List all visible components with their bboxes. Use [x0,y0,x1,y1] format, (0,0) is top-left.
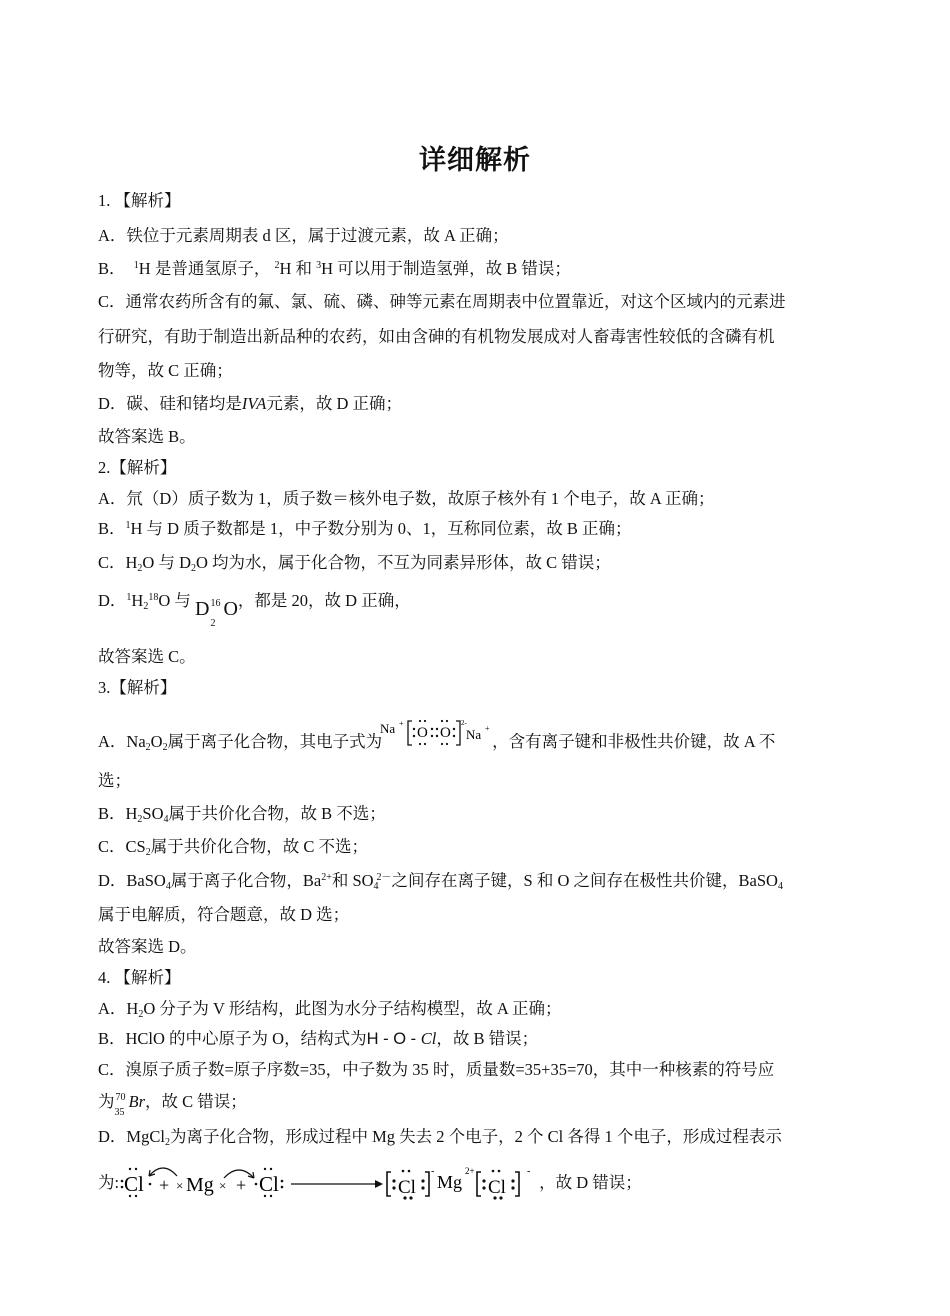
q3-heading: 3.【解析】 [98,678,177,697]
q4-option-c-line1: C．溴原子质子数=原子序数=35，中子数为 35 时，质量数=35+35=70，其中一种核素的符号应 [98,1060,775,1079]
hclo-structural-formula: H - O - Cl [366,1029,437,1048]
q3-option-a: A．$Na_2O_2$属于离子化合物，其电子式为 Na + O O 2- Na + ，含有离子键和非极性共价键，故 A 不 [98,719,776,753]
q2-option-d: D．$^1H_2^{18}O$ 与 D 16 2 O，都是 20，故 D 正确， [98,591,411,629]
svg-text:+: + [159,1175,170,1195]
lewis-na-right: Na [466,727,482,742]
svg-text:×: × [176,1178,184,1193]
group-label: IVA [241,394,267,413]
q3-option-b: B．$H_2SO_4$属于共价化合物，故 B 不选； [98,804,386,825]
q4-option-a: A．$H_2O$ 分子为 V 形结构，此图为水分子结构模型，故 A 正确； [98,999,562,1020]
q1-option-c-line2: 行研究，有助于制造出新品种的农药，如由含砷的有机物发展成对人畜毒害性较低的含磷有机 [98,327,775,346]
q3-option-a-tail: 选； [98,771,131,790]
q1-heading: 1. 【解析】 [98,191,181,210]
q1-option-b: B． $^1$H 是普通氢原子， $^2$H 和 $^3$H 可以用于制造氢弹，故 B 错误； [98,259,571,278]
q2-option-a: A．氘（D）质子数为 1，质子数＝核外电子数，故原子核外有 1 个电子，故 A 正确； [98,489,715,508]
svg-text:Cl: Cl [398,1177,417,1198]
mg-atom: Mg [186,1174,214,1196]
q4-option-d: D．MgCl$_2$为离子化合物，形成过程中 Mg 失去 2 个电子，2 个 Cl 各得 1 个电子，形成过程表示 [98,1127,782,1148]
svg-text:+: + [399,719,404,728]
svg-text:Cl: Cl [488,1177,507,1198]
cl-left: Cl [124,1172,144,1196]
q1-option-d: D．碳、硅和锗均是IVA元素，故 D 正确； [98,394,403,413]
svg-text:-: - [527,1166,531,1177]
mg-ion: Mg [437,1172,463,1192]
q1-answer: 故答案选 B。 [98,427,196,446]
q4-heading: 4. 【解析】 [98,968,181,987]
page-title: 详细解析 [419,145,531,176]
svg-text:+: + [485,724,490,733]
q4-option-d-line2: 为: Cl + × Mg × + Cl Cl - Mg 2+ Cl - ，故 D 错误； [98,1160,858,1200]
q1-option-c-line3: 物等，故 C 正确； [98,361,233,380]
q3-option-d-line2: 属于电解质，符合题意，故 D 选； [98,905,350,924]
q3-option-c: C．$CS_2$属于共价化合物，故 C 不选； [98,837,368,858]
svg-text:+: + [236,1175,247,1195]
q2-heading: 2.【解析】 [98,458,177,477]
q2-answer: 故答案选 C。 [98,647,196,666]
q2-option-c: C．$H_2O$ 与 $D_2O$ 均为水，属于化合物，不互为同素异形体，故 C 错误； [98,553,611,574]
q1-option-a: A．铁位于元素周期表 d 区，属于过渡元素，故 A 正确； [98,226,509,245]
svg-text:×: × [219,1178,227,1193]
q3-answer: 故答案选 D。 [98,937,197,956]
lewis-na-left: Na [380,721,396,736]
q4-option-c-line2: 为 70 35 Br，故 C 错误； [98,1092,247,1118]
svg-text:-: - [431,1166,435,1177]
na2o2-electron-formula [380,719,492,755]
q1-option-c-line1: C．通常农药所含有的氟、氯、硫、磷、砷等元素在周期表中位置靠近，对这个区域内的元素进 [98,292,786,311]
svg-text:2+: 2+ [465,1166,475,1176]
svg-text:2-: 2- [461,719,467,727]
q4-option-b: B．HClO 的中心原子为 O，结构式为H - O - Cl，故 B 错误； [98,1029,539,1048]
mgcl2-formation-diagram [119,1160,539,1200]
lewis-o2: O [440,725,451,741]
q2-option-b: B．$^1$H 与 D 质子数都是 1，中子数分别为 0、1，互称同位素，故 B 正确； [98,519,632,538]
cl-right: Cl [259,1172,279,1196]
lewis-o1: O [417,725,428,741]
q3-option-d: D．BaSO$_4$属于离子化合物，$Ba^{2+}$和 $SO_4^{2-}$之间存在离子键，S 和 O 之间存在极性共价键，BaSO$_4$ [98,871,783,892]
